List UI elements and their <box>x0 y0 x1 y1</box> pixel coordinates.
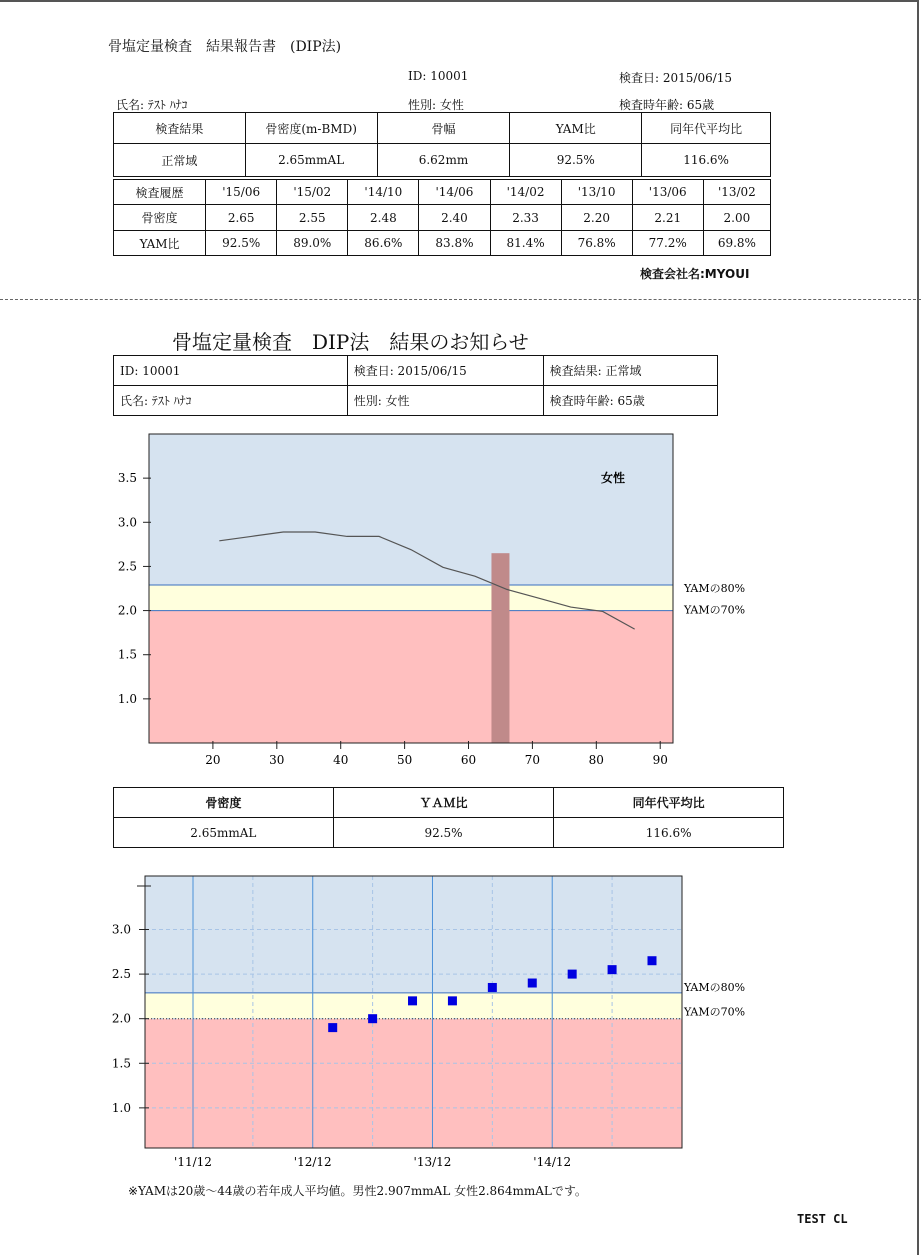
x-tick-label: 60 <box>460 753 477 767</box>
y-tick-label: 1.5 <box>111 1056 131 1071</box>
footer-label: TEST CL <box>797 1212 848 1226</box>
summary-value: 2.65mmAL <box>114 818 334 848</box>
x-tick-label: '13/12 <box>413 1155 452 1169</box>
summary-header: ＹＡＭ比 <box>333 788 554 818</box>
result-value: 6.62mm <box>377 144 510 177</box>
x-tick-label: 20 <box>205 753 221 767</box>
report-name: 氏名: ﾃｽﾄ ﾊﾅｺ <box>116 98 188 112</box>
yam70-label: YAMの70% <box>684 603 746 617</box>
history-bmd: 2.65 <box>206 205 277 231</box>
summary-value: 92.5% <box>333 818 554 848</box>
data-point <box>568 970 577 979</box>
history-yam: 92.5% <box>206 231 277 256</box>
age-bmd-chart <box>100 425 780 775</box>
result-header: 骨幅 <box>377 113 510 144</box>
summary-header: 同年代平均比 <box>554 788 784 818</box>
history-date: '13/06 <box>632 180 703 205</box>
x-tick-label: '14/12 <box>533 1155 572 1169</box>
legend-label: 女性 <box>601 471 626 485</box>
normal-zone <box>145 876 682 993</box>
report-date: 検査日: 2015/06/15 <box>619 71 733 85</box>
company-name: 検査会社名:MYOUI <box>640 267 750 281</box>
bmd-trend-chart <box>100 868 780 1173</box>
y-tick-label: 1.0 <box>117 691 137 706</box>
report-age: 検査時年齢: 65歳 <box>619 98 715 112</box>
history-date: '15/02 <box>277 180 348 205</box>
caution-zone <box>149 585 673 611</box>
history-yam: 83.8% <box>419 231 490 256</box>
result-value: 92.5% <box>510 144 642 177</box>
history-bmd: 2.48 <box>348 205 419 231</box>
y-tick-label: 1.0 <box>111 1100 131 1115</box>
y-tick-label: 2.0 <box>111 1011 131 1026</box>
data-point <box>608 965 617 974</box>
x-tick-label: 40 <box>333 753 349 767</box>
history-yam: 81.4% <box>490 231 561 256</box>
normal-zone <box>149 434 673 585</box>
notice-id: ID: 10001 <box>114 356 348 386</box>
history-date: '15/06 <box>206 180 277 205</box>
result-header: 検査結果 <box>114 113 246 144</box>
notice-info-table <box>113 355 718 416</box>
notice-name: 氏名: ﾃｽﾄ ﾊﾅｺ <box>114 386 348 416</box>
yam70-label: YAMの70% <box>684 1005 746 1019</box>
history-table <box>113 179 771 256</box>
history-bmd: 2.55 <box>277 205 348 231</box>
result-value: 2.65mmAL <box>245 144 377 177</box>
x-tick-label: 30 <box>269 753 285 767</box>
patient-bar <box>491 553 509 743</box>
y-tick-label: 1.5 <box>117 647 137 662</box>
data-point <box>408 996 417 1005</box>
history-yam: 77.2% <box>632 231 703 256</box>
history-date: '13/02 <box>703 180 770 205</box>
x-tick-label: '12/12 <box>293 1155 332 1169</box>
x-tick-label: 80 <box>588 753 604 767</box>
summary-table <box>113 787 784 848</box>
history-bmd: 2.21 <box>632 205 703 231</box>
data-point <box>648 956 657 965</box>
yam80-label: YAMの80% <box>684 581 746 595</box>
notice-age: 検査時年齢: 65歳 <box>543 386 717 416</box>
history-date: '13/10 <box>561 180 632 205</box>
result-header: 同年代平均比 <box>642 113 771 144</box>
report-title: 骨塩定量検査 結果報告書 (DIP法) <box>108 39 342 55</box>
y-tick-label: 2.5 <box>111 967 131 982</box>
history-date: '14/02 <box>490 180 561 205</box>
notice-date: 検査日: 2015/06/15 <box>347 356 543 386</box>
notice-title: 骨塩定量検査 DIP法 結果のお知らせ <box>172 330 529 354</box>
result-table <box>113 112 771 177</box>
y-tick-label: 3.0 <box>111 922 131 937</box>
result-value: 正常域 <box>114 144 246 177</box>
x-tick-label: '11/12 <box>174 1155 212 1169</box>
y-tick-label: 2.0 <box>117 603 137 618</box>
history-date: '14/06 <box>419 180 490 205</box>
history-bmd: 2.00 <box>703 205 770 231</box>
yam-footnote: ※YAMは20歳～44歳の若年成人平均値。男性2.907mmAL 女性2.864mmALです。 <box>128 1184 587 1198</box>
y-tick-label: 3.5 <box>117 471 137 486</box>
history-yam: 89.0% <box>277 231 348 256</box>
report-id: ID: 10001 <box>408 69 469 83</box>
y-tick-label: 2.5 <box>117 559 137 574</box>
result-header: 骨密度(m-BMD) <box>245 113 377 144</box>
yam80-label: YAMの80% <box>684 980 746 994</box>
x-tick-label: 90 <box>652 753 668 767</box>
history-yam: 86.6% <box>348 231 419 256</box>
data-point <box>448 996 457 1005</box>
low-zone <box>145 1019 682 1148</box>
result-header: YAM比 <box>510 113 642 144</box>
summary-header: 骨密度 <box>114 788 334 818</box>
notice-result: 検査結果: 正常域 <box>543 356 717 386</box>
history-bmd: 2.20 <box>561 205 632 231</box>
history-date: '14/10 <box>348 180 419 205</box>
history-label: 骨密度 <box>114 205 206 231</box>
summary-value: 116.6% <box>554 818 784 848</box>
x-tick-label: 70 <box>524 753 541 767</box>
x-tick-label: 50 <box>396 753 413 767</box>
data-point <box>528 979 537 988</box>
history-yam: 76.8% <box>561 231 632 256</box>
history-bmd: 2.40 <box>419 205 490 231</box>
history-label: 検査履歴 <box>114 180 206 205</box>
result-value: 116.6% <box>642 144 771 177</box>
history-yam: 69.8% <box>703 231 770 256</box>
data-point <box>368 1014 377 1023</box>
data-point <box>488 983 497 992</box>
report-sex: 性別: 女性 <box>408 98 464 112</box>
history-label: YAM比 <box>114 231 206 256</box>
notice-sex: 性別: 女性 <box>347 386 543 416</box>
y-tick-label: 3.0 <box>117 515 137 530</box>
cut-line-divider <box>0 299 921 300</box>
history-bmd: 2.33 <box>490 205 561 231</box>
data-point <box>328 1023 337 1032</box>
low-zone <box>149 611 673 743</box>
